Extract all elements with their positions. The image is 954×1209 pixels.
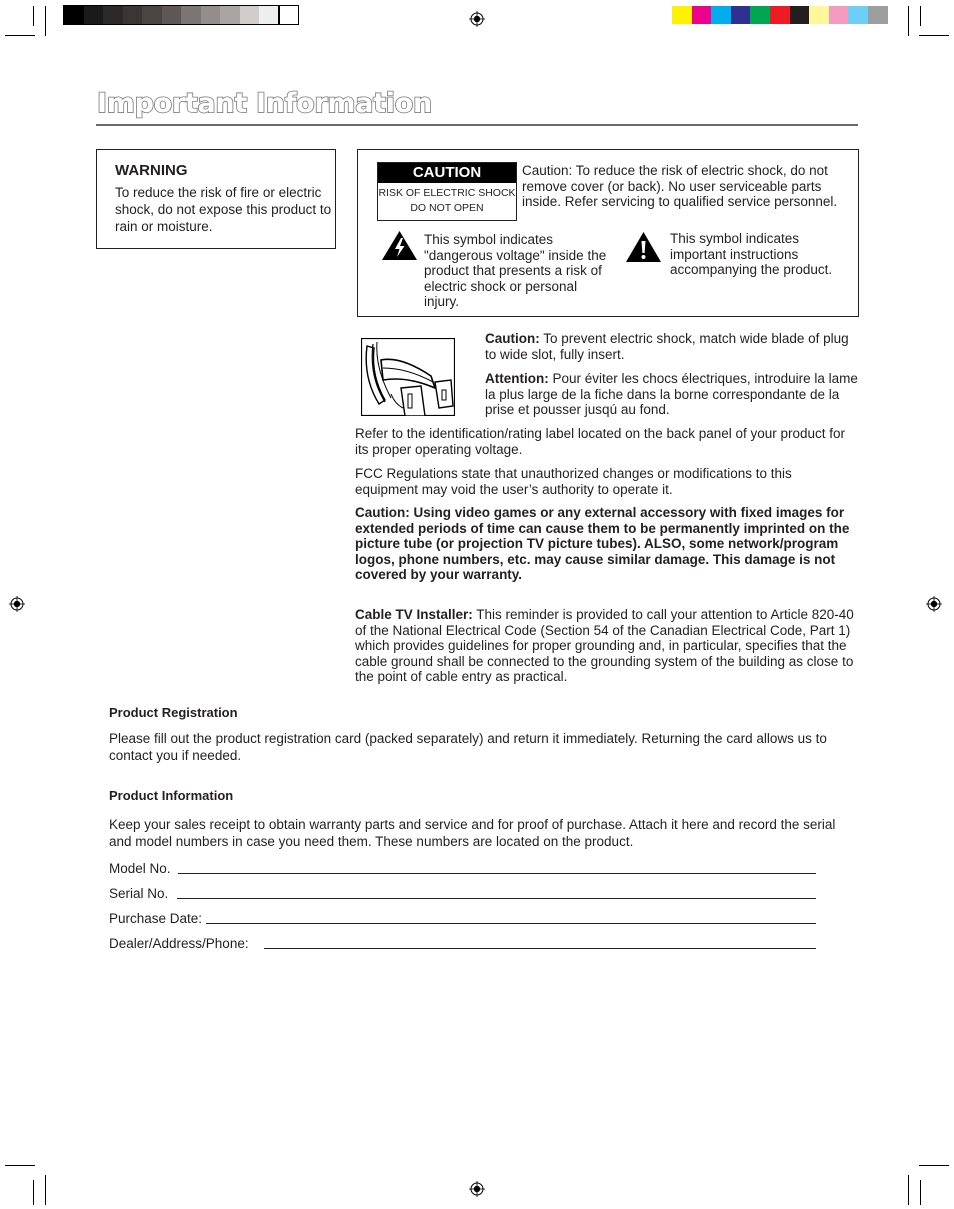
gray-swatch (279, 6, 299, 24)
caution-text: Caution: To reduce the risk of electric shock, do not remove cover (or back). No user serviceable parts inside. Refer servicing to qualified service personnel. (522, 163, 838, 210)
gray-strip-frame (63, 5, 280, 25)
cable-installer-label: Cable TV Installer: (355, 607, 473, 622)
exclamation-triangle-icon (625, 231, 662, 263)
caution-label-line1: RISK OF ELECTRIC SHOCK (378, 187, 516, 199)
rating-label-text: Refer to the identification/rating label located on the back panel of your product for its proper operating voltage. (355, 426, 846, 457)
model-number-label: Model No. (109, 861, 171, 876)
page-title: Important Information (97, 88, 432, 119)
registration-mark-icon (9, 596, 25, 612)
caution-label-header: CAUTION (378, 163, 516, 183)
caution-label-line2: DO NOT OPEN (410, 202, 484, 214)
registration-mark-icon (926, 596, 942, 612)
fcc-text: FCC Regulations state that unauthorized changes or modifications to this equipment may void the user’s authority to operate it. (355, 466, 792, 497)
color-swatch (750, 6, 770, 24)
dealer-line (264, 948, 816, 949)
plug-caution-text: To prevent electric shock, match wide blade of plug to wide slot, fully insert. (485, 331, 849, 362)
dealer-label: Dealer/Address/Phone: (109, 936, 249, 951)
color-swatch (770, 6, 790, 24)
plug-attention-label: Attention: (485, 371, 549, 386)
color-swatch (848, 6, 868, 24)
color-swatch (692, 6, 712, 24)
plug-attention (485, 371, 860, 418)
symbol-instructions-text: This symbol indicates important instructions accompanying the product. (670, 231, 833, 278)
model-number-line (178, 873, 816, 874)
product-information-text: Keep your sales receipt to obtain warranty parts and service and for proof of purchase. Attach it here and record the serial and model numbers in case you need them. These numbers are located on the product. (109, 817, 836, 849)
color-swatch (809, 6, 829, 24)
video-caution-text: Caution: Using video games or any external accessory with fixed images for extended periods of time can cause them to be permanently imprinted on the picture tube (or projection TV picture tubes). ALSO, some network/program logos, phone numbers, etc. may cause similar damage. This damage is not covered by your warranty. (355, 505, 850, 583)
color-swatch (868, 6, 888, 24)
serial-number-label: Serial No. (109, 886, 169, 901)
plug-caution (485, 331, 860, 362)
color-swatch (829, 6, 849, 24)
registration-mark-icon (469, 1181, 485, 1197)
color-swatch (672, 6, 692, 24)
plug-caution-label: Caution: (485, 331, 540, 346)
purchase-date-line (206, 923, 816, 924)
warning-box (96, 149, 336, 249)
registration-mark-icon (469, 11, 485, 27)
plug-attention-text: Pour éviter les chocs électriques, introduire la lame la plus large de la fiche dans la borne correspondante de la prise et pousser jusqú au fond. (485, 371, 858, 418)
lightning-triangle-icon (381, 230, 418, 261)
color-swatch (790, 6, 810, 24)
serial-number-line (177, 898, 816, 899)
cable-installer (355, 607, 860, 685)
product-registration-heading: Product Registration (109, 705, 238, 720)
purchase-date-label: Purchase Date: (109, 911, 203, 926)
caution-label (377, 162, 517, 221)
plug-illustration-icon (361, 338, 455, 416)
color-swatch (731, 6, 751, 24)
warning-heading: WARNING (115, 162, 188, 179)
product-information-heading: Product Information (109, 788, 234, 803)
symbol-voltage-text: This symbol indicates "dangerous voltage" inside the product that presents a risk of electric shock or personal injury. (424, 232, 607, 310)
warning-text: To reduce the risk of fire or electric shock, do not expose this product to rain or moisture. (115, 185, 332, 234)
title-rule (96, 124, 858, 126)
product-registration-text: Please fill out the product registration card (packed separately) and return it immediately. Returning the card allows us to contact you if needed. (109, 731, 827, 763)
color-swatch (711, 6, 731, 24)
cable-installer-text: This reminder is provided to call your attention to Article 820-40 of the National Electrical Code (Section 54 of the Canadian Electrical Code, Part 1) which provides guidelines for proper grounding and, in particular, specifies that the cable ground shall be connected to the grounding system of the building as close to the point of cable entry as practical. (355, 607, 854, 685)
